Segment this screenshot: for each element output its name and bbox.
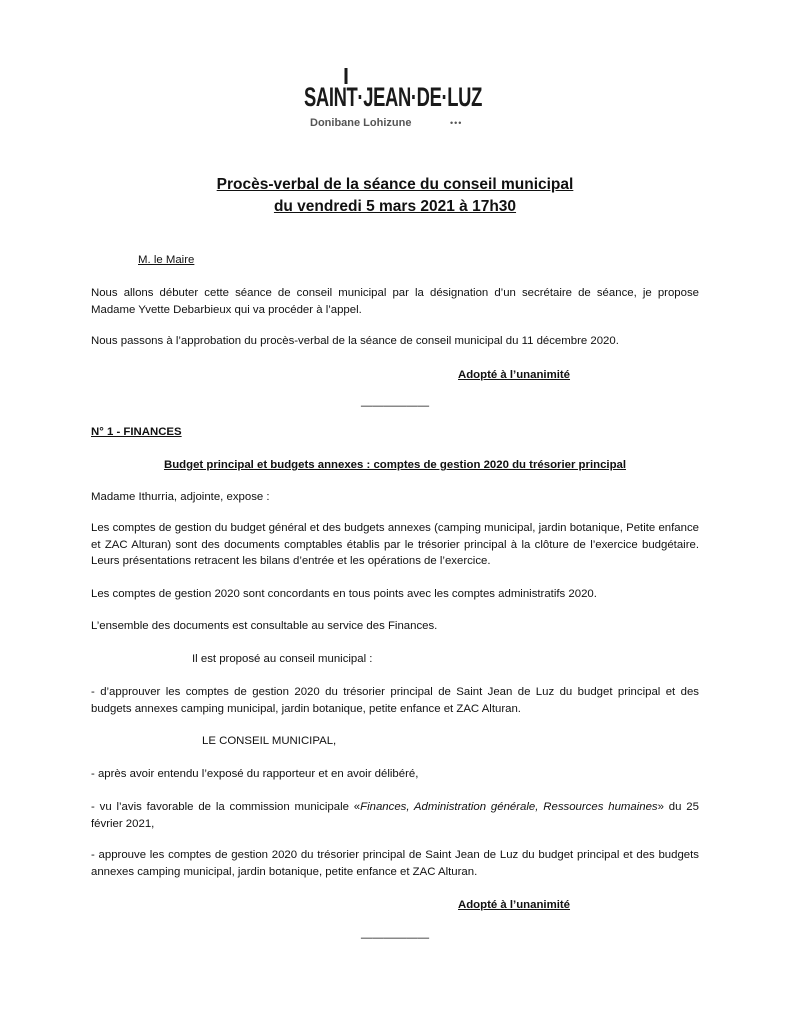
item-paragraph-1: Les comptes de gestion du budget général et des budgets annexes (camping municipal, jardin botanique, Petite enfance et ZAC Alturan) sont des documents comptables établis par le trésorier principal à la clôture de l’exercice budgétaire. Leurs présentations retracent les bilans d’entrée et les opérations de l’exercice. (91, 522, 699, 567)
item-presenter: Madame Ithurria, adjointe, expose : (91, 491, 270, 503)
item-heading: N° 1 - FINANCES (91, 426, 182, 438)
item-paragraph-2: Les comptes de gestion 2020 sont concordants en tous points avec les comptes administratifs 2020. (91, 588, 597, 600)
adopted-label-2: Adopté à l’unanimité (458, 899, 571, 911)
commission-name: Finances, Administration générale, Ressources humaines (360, 801, 658, 813)
item-proposal: Il est proposé au conseil municipal : (192, 653, 373, 665)
city-logo (300, 66, 490, 140)
item-paragraph-3: L’ensemble des documents est consultable au service des Finances. (91, 620, 438, 632)
council-label: LE CONSEIL MUNICIPAL, (202, 735, 337, 747)
separator-2: —————— (360, 932, 430, 944)
document-title-line2: du vendredi 5 mars 2021 à 17h30 (273, 198, 517, 215)
item-paragraph-7: - approuve les comptes de gestion 2020 du trésorier principal de Saint Jean de Luz du budget principal et des budgets annexes camping municipal, jardin botanique, petite enfance et ZAC Alturan. (91, 849, 699, 878)
item-paragraph-6-prefix: - vu l’avis favorable de la commission municipale « (91, 801, 361, 813)
adopted-label-1: Adopté à l’unanimité (458, 369, 571, 381)
logo-subtitle: Donibane Lohizune (310, 117, 412, 129)
item-subject: Budget principal et budgets annexes : comptes de gestion 2020 du trésorier principal (163, 459, 627, 471)
intro-paragraph-1: Nous allons débuter cette séance de conseil municipal par la désignation d’un secrétaire de séance, je propose Madame Yvette Debarbieux qui va procéder à l’appel. (91, 287, 699, 316)
item-paragraph-6-suffix: » du 25 février 2021, (91, 801, 699, 830)
logo-dots: ••• (450, 118, 463, 128)
item-paragraph-4: - d’approuver les comptes de gestion 2020 du trésorier principal de Saint Jean de Luz du budget principal et des budgets annexes camping municipal, jardin botanique, petite enfance et ZAC Alturan. (91, 686, 699, 715)
intro-paragraph-2: Nous passons à l’approbation du procès-verbal de la séance de conseil municipal du 11 décembre 2020. (91, 335, 619, 347)
item-paragraph-5: - après avoir entendu l’exposé du rapporteur et en avoir délibéré, (91, 768, 419, 780)
document-title-line1: Procès-verbal de la séance du conseil municipal (216, 176, 574, 193)
item-paragraph-6 (91, 799, 699, 832)
separator-1: —————— (360, 400, 430, 412)
speaker-label: M. le Maire (138, 254, 195, 266)
logo-name: SAINT·JEAN·DE·LUZ (304, 82, 482, 112)
